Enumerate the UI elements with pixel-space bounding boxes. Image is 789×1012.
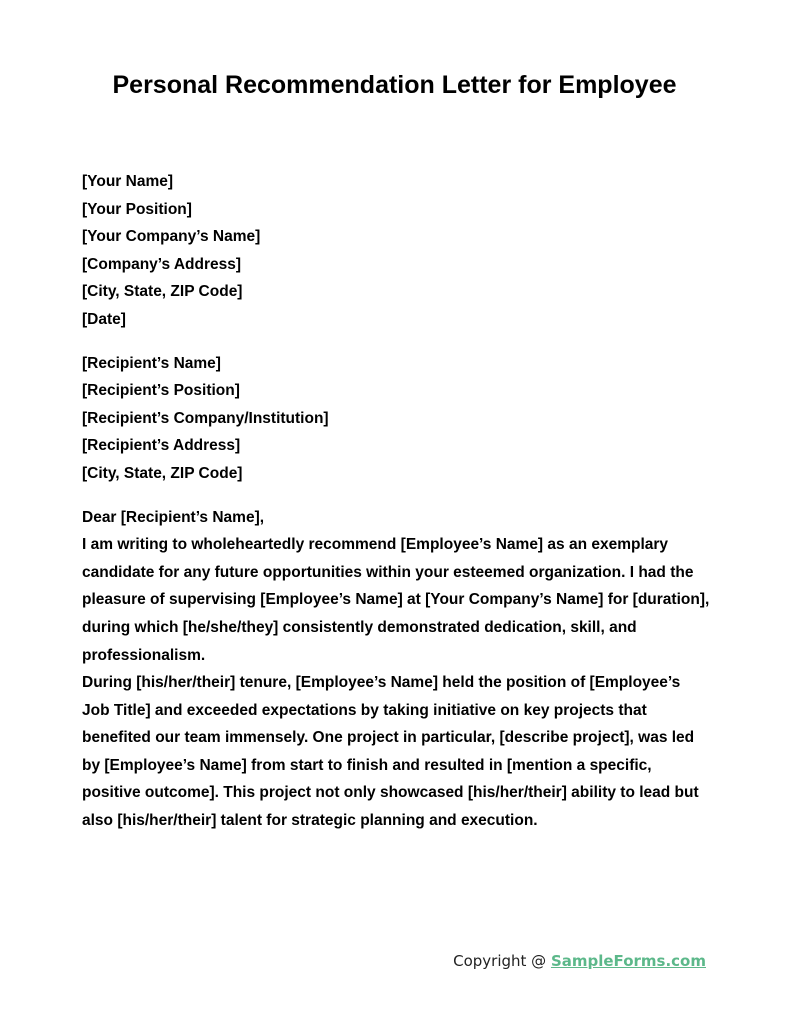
recipient-block bbox=[82, 350, 712, 488]
sender-position: [Your Position] bbox=[82, 200, 192, 218]
sender-name: [Your Name] bbox=[82, 173, 174, 190]
recipient-company: [Recipient’s Company/Institution] bbox=[82, 409, 329, 427]
sender-block bbox=[82, 168, 712, 334]
sender-city-state-zip: [City, State, ZIP Code] bbox=[82, 283, 243, 301]
sender-address: [Company’s Address] bbox=[82, 255, 242, 273]
sender-company: [Your Company’s Name] bbox=[82, 228, 261, 246]
sampleforms-link[interactable]: SampleForms.com bbox=[550, 952, 706, 970]
copyright-prefix: Copyright @ bbox=[453, 952, 551, 970]
body-paragraph-1: I am writing to wholeheartedly recommend [Employee’s Name] as an exemplary candidate for any future opportunities within your esteemed organization. I had the pleasure of supervising [Employee’s Name] at [Your Company’s Name] for [duration], during which [he/she/they] consistently demonstrated dedication, skill, and professionalism. bbox=[82, 536, 710, 664]
letter-body bbox=[82, 168, 712, 835]
letter-date: [Date] bbox=[82, 310, 126, 328]
recipient-city-state-zip: [City, State, ZIP Code] bbox=[82, 464, 243, 482]
salutation: Dear [Recipient’s Name], bbox=[82, 508, 265, 526]
recipient-address: [Recipient’s Address] bbox=[82, 437, 241, 455]
recipient-position: [Recipient’s Position] bbox=[82, 382, 240, 400]
recipient-name: [Recipient’s Name] bbox=[82, 354, 221, 372]
body-paragraph-2: During [his/her/their] tenure, [Employee’s Name] held the position of [Employee’s Job Title] and exceeded expectations by taking initiative on key projects that benefited our team immensely. One project in particular, [describe project], was led by [Employee’s Name] from start to finish and resulted in [mention a specific, positive outcome]. This project not only showcased [his/her/their] ability to lead but also [his/her/their] talent for strategic planning and execution. bbox=[82, 674, 699, 830]
copyright-footer bbox=[453, 950, 706, 972]
document-title: Personal Recommendation Letter for Employee bbox=[112, 71, 677, 99]
